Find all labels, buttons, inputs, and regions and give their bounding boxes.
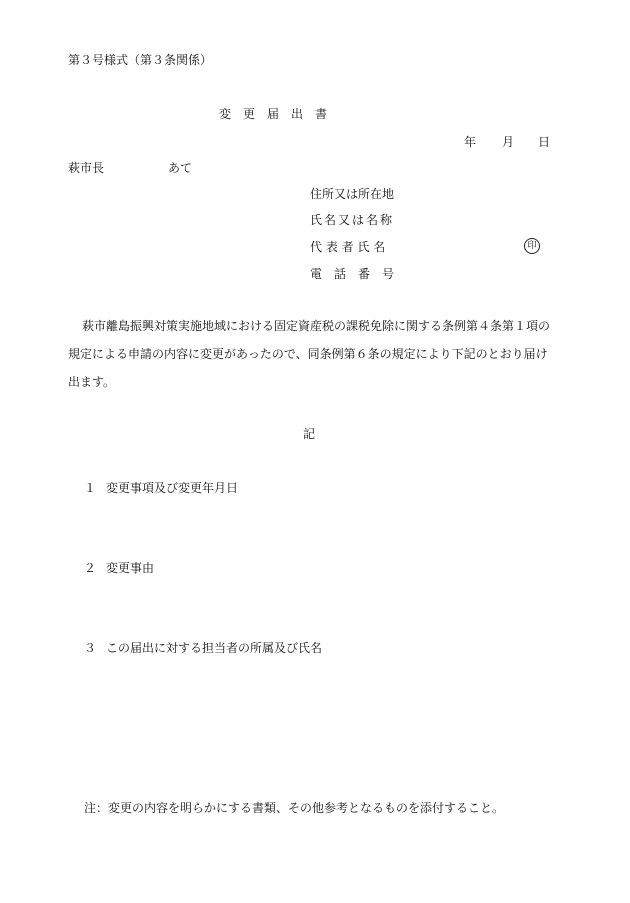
date-month: 月 xyxy=(502,135,515,149)
date-year: 年 xyxy=(464,135,477,149)
ki-heading: 記 xyxy=(303,427,316,441)
form-label: 第３号様式（第３条関係） xyxy=(68,53,213,67)
item-2-number: ２ xyxy=(84,561,97,575)
date-day: 日 xyxy=(538,135,551,149)
item-1-label: 変更事項及び変更年月日 xyxy=(106,481,239,495)
body-paragraph: 萩市離島振興対策実施地域における固定資産税の課税免除に関する条例第４条第１項の規定による申請の内容に変更があったので、同条例第６条の規定により下記のとおり届け出ます。 xyxy=(68,319,551,389)
item-3-label: この届出に対する担当者の所属及び氏名 xyxy=(106,641,323,655)
address-label: 住所又は所在地 xyxy=(310,187,395,201)
representative-label: 代 表 者 氏 名 xyxy=(310,240,386,254)
item-3-number: ３ xyxy=(84,641,97,655)
document-title: 変 更 届 出 書 xyxy=(219,107,328,121)
item-1-number: １ xyxy=(84,481,97,495)
note: 注：変更の内容を明らかにする書類、その他参考となるものを添付すること。 xyxy=(84,801,505,815)
name-label: 氏名又は名称 xyxy=(310,213,395,227)
addressee-suffix: あて xyxy=(168,161,193,175)
seal-mark: 印 xyxy=(524,238,540,254)
item-2-label: 変更事由 xyxy=(106,561,155,575)
addressee-name: 萩市長 xyxy=(68,161,105,175)
phone-label: 電 話 番 号 xyxy=(310,267,395,281)
